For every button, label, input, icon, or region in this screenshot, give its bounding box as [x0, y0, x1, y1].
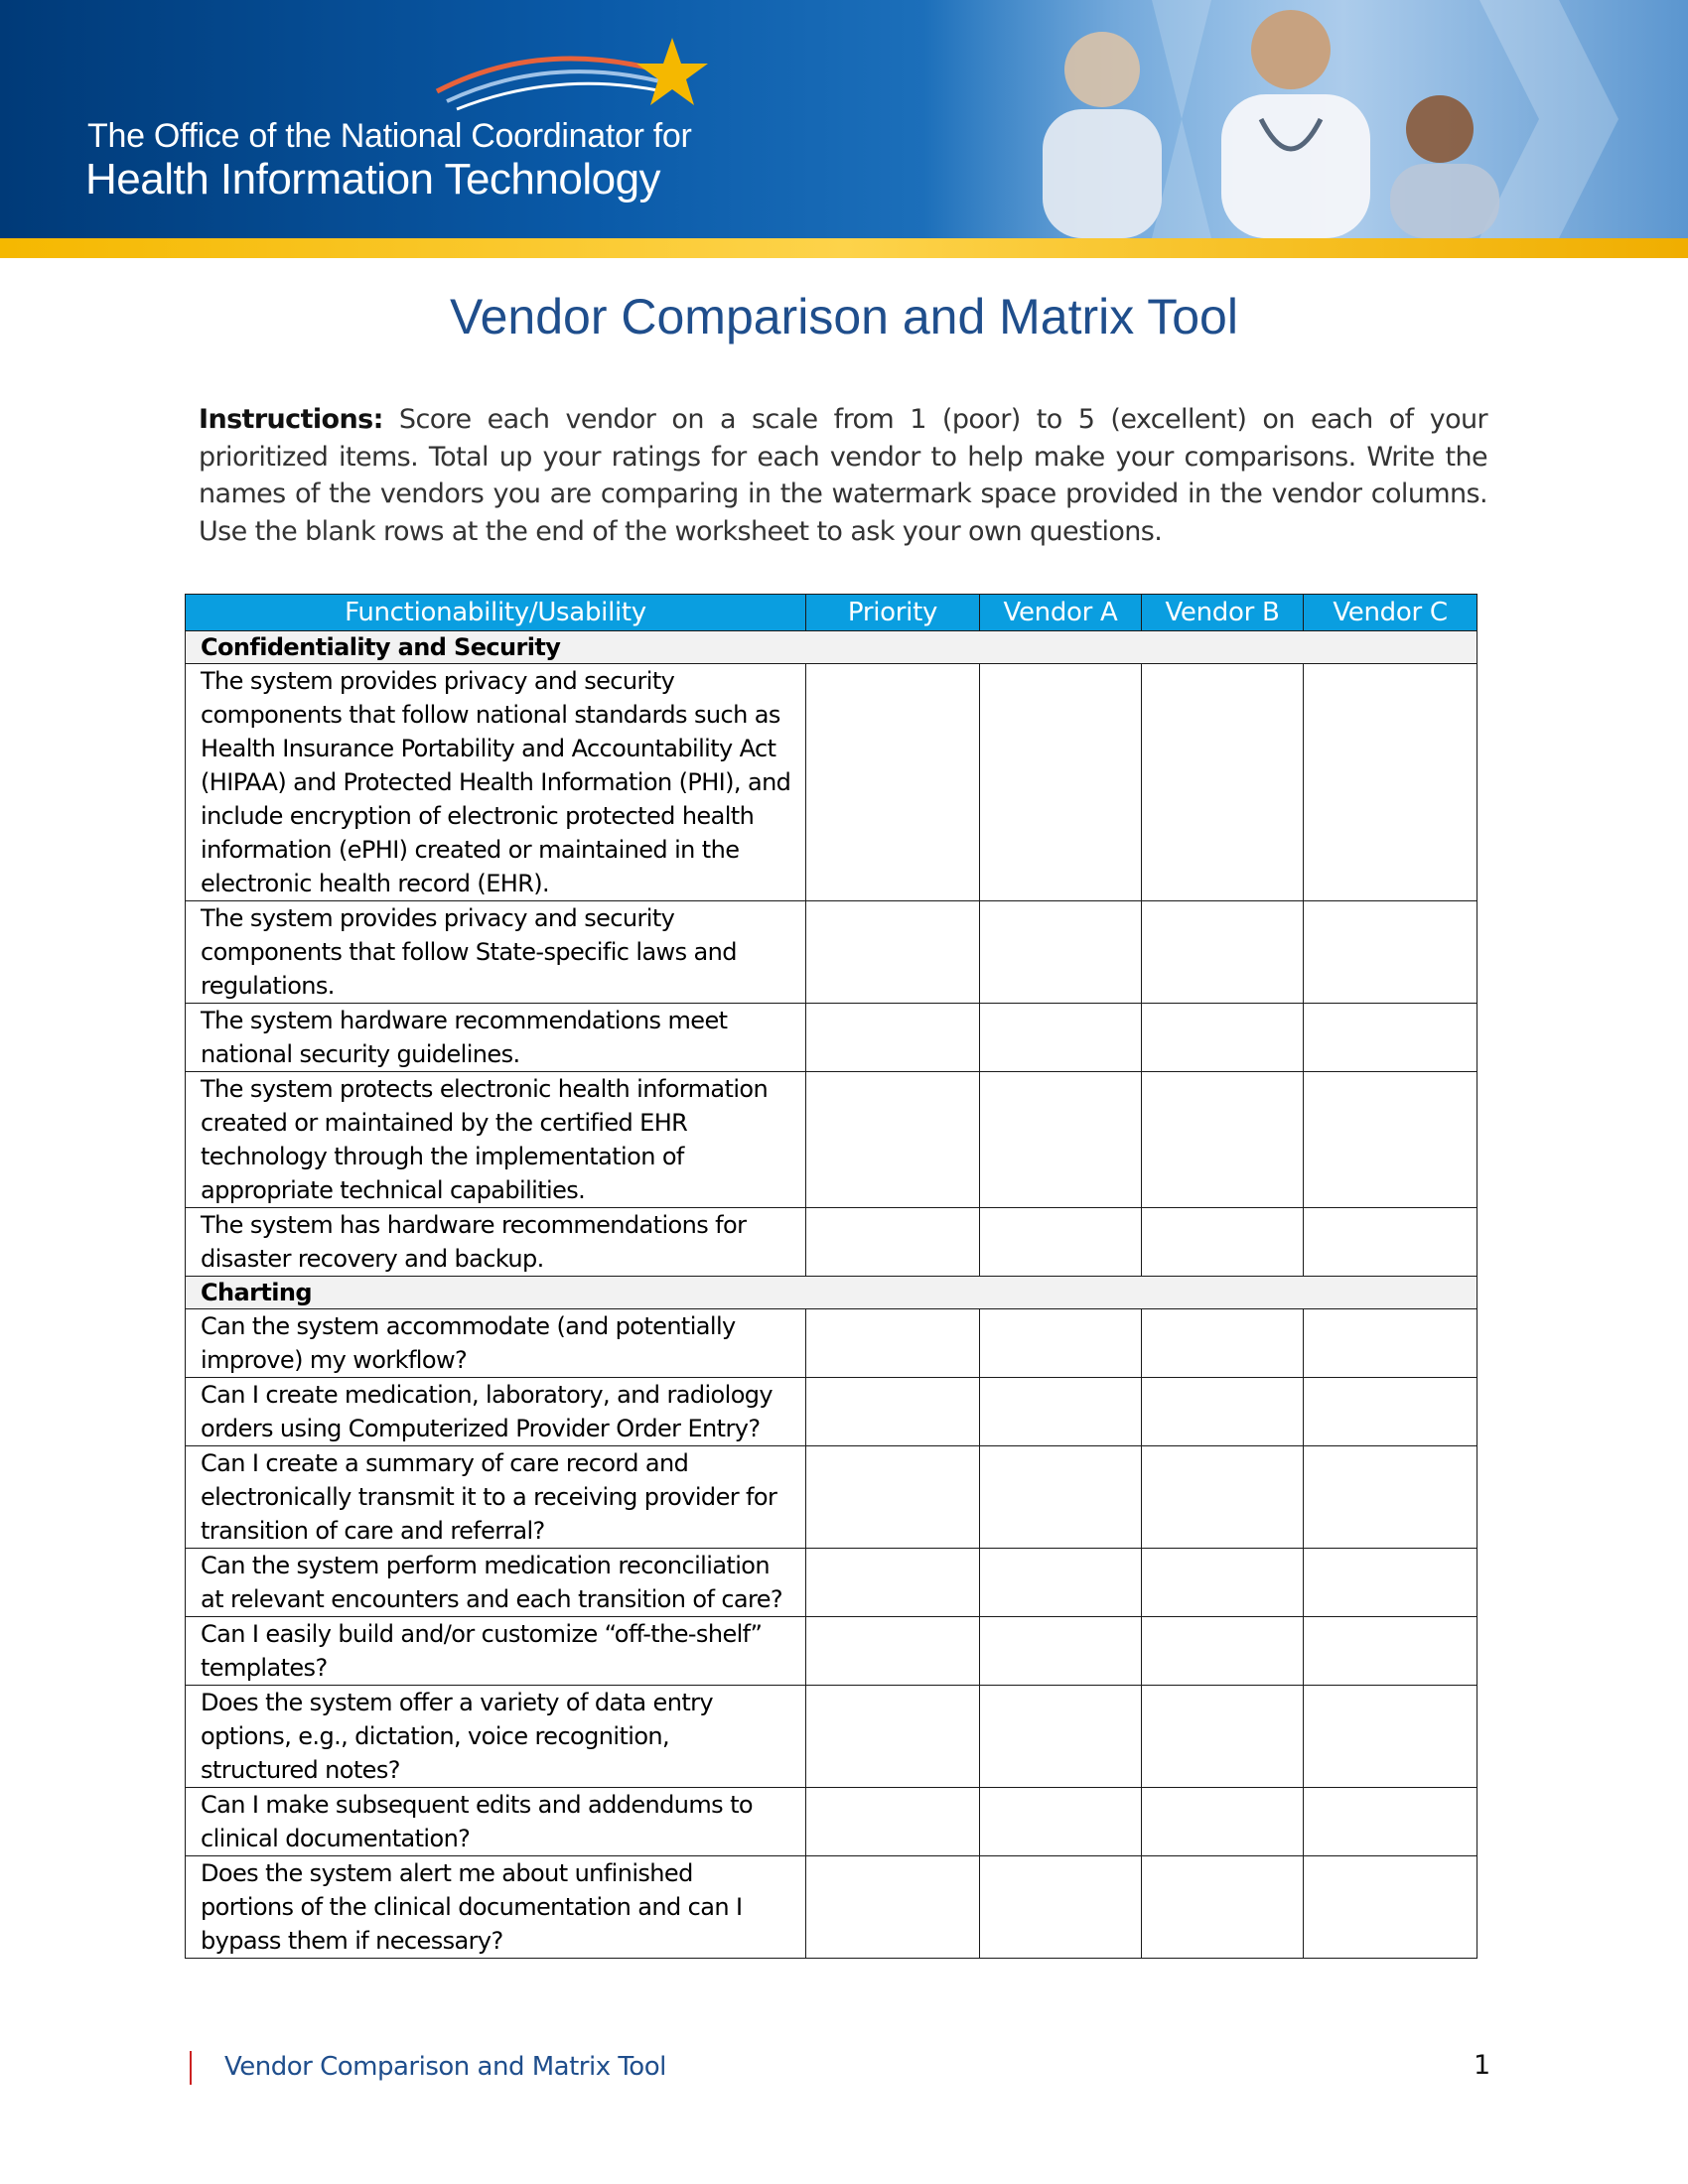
vendor-b-score-cell[interactable]: [1142, 1788, 1304, 1856]
vendor-a-score-cell[interactable]: [980, 1549, 1142, 1617]
table-row: [186, 1549, 1477, 1617]
vendor-matrix-table: [185, 594, 1477, 1959]
header-priority: Priority: [806, 595, 980, 631]
section-title: Charting: [186, 1277, 1477, 1309]
table-row: [186, 1788, 1477, 1856]
table-row: [186, 664, 1477, 901]
priority-score-cell[interactable]: [806, 901, 980, 1004]
priority-score-cell[interactable]: [806, 1378, 980, 1446]
vendor-c-score-cell[interactable]: [1304, 1549, 1477, 1617]
question-cell: The system has hardware recommendations for disaster recovery and backup.: [186, 1208, 806, 1277]
priority-score-cell[interactable]: [806, 1549, 980, 1617]
vendor-a-score-cell[interactable]: [980, 1004, 1142, 1072]
question-cell: Does the system alert me about unfinished portions of the clinical documentation and can I bypass them if necessary?: [186, 1856, 806, 1959]
vendor-b-score-cell[interactable]: [1142, 901, 1304, 1004]
footer-title: Vendor Comparison and Matrix Tool: [224, 2052, 666, 2082]
vendor-c-score-cell[interactable]: [1304, 1686, 1477, 1788]
table-row: [186, 901, 1477, 1004]
question-cell: The system protects electronic health information created or maintained by the certified EHR technology through the implementation of appropriate technical capabilities.: [186, 1072, 806, 1208]
vendor-c-score-cell[interactable]: [1304, 1378, 1477, 1446]
priority-score-cell[interactable]: [806, 1309, 980, 1378]
table-row: [186, 1208, 1477, 1277]
header-vendor-a: Vendor A: [980, 595, 1142, 631]
instructions-text: Score each vendor on a scale from 1 (poor) to 5 (excellent) on each of your prioritized items. Total up your ratings for each vendor to help make your comparisons. Write the names of the vendors you are comparing in the watermark space provided in the vendor columns. Use the blank rows at the end of the worksheet to ask your own questions.: [199, 404, 1487, 547]
table-row: [186, 1072, 1477, 1208]
vendor-a-score-cell[interactable]: [980, 1446, 1142, 1549]
table-row: [186, 1856, 1477, 1959]
vendor-b-score-cell[interactable]: [1142, 1856, 1304, 1959]
header-functionability: Functionability/Usability: [186, 595, 806, 631]
vendor-b-score-cell[interactable]: [1142, 1446, 1304, 1549]
vendor-c-score-cell[interactable]: [1304, 1309, 1477, 1378]
vendor-b-score-cell[interactable]: [1142, 1309, 1304, 1378]
vendor-a-score-cell[interactable]: [980, 1856, 1142, 1959]
priority-score-cell[interactable]: [806, 1788, 980, 1856]
header-vendor-b: Vendor B: [1142, 595, 1304, 631]
priority-score-cell[interactable]: [806, 1446, 980, 1549]
table-row: [186, 1378, 1477, 1446]
vendor-c-score-cell[interactable]: [1304, 1446, 1477, 1549]
section-row-charting: [186, 1277, 1477, 1309]
header-vendor-c: Vendor C: [1304, 595, 1477, 631]
vendor-b-score-cell[interactable]: [1142, 1208, 1304, 1277]
vendor-a-score-cell[interactable]: [980, 1072, 1142, 1208]
question-cell: The system provides privacy and security components that follow State-specific laws and regulations.: [186, 901, 806, 1004]
vendor-a-score-cell[interactable]: [980, 664, 1142, 901]
clinicians-photo: [923, 0, 1688, 238]
table-header-row: [186, 595, 1477, 631]
question-cell: Does the system offer a variety of data entry options, e.g., dictation, voice recognition, structured notes?: [186, 1686, 806, 1788]
vendor-b-score-cell[interactable]: [1142, 1549, 1304, 1617]
vendor-b-score-cell[interactable]: [1142, 1686, 1304, 1788]
vendor-c-score-cell[interactable]: [1304, 1617, 1477, 1686]
table-row: [186, 1004, 1477, 1072]
vendor-a-score-cell[interactable]: [980, 1686, 1142, 1788]
instructions-paragraph: [199, 401, 1487, 550]
priority-score-cell[interactable]: [806, 1856, 980, 1959]
priority-score-cell[interactable]: [806, 1208, 980, 1277]
section-title: Confidentiality and Security: [186, 631, 1477, 664]
vendor-c-score-cell[interactable]: [1304, 1072, 1477, 1208]
vendor-b-score-cell[interactable]: [1142, 1617, 1304, 1686]
vendor-c-score-cell[interactable]: [1304, 901, 1477, 1004]
priority-score-cell[interactable]: [806, 664, 980, 901]
question-cell: Can I make subsequent edits and addendums to clinical documentation?: [186, 1788, 806, 1856]
vendor-b-score-cell[interactable]: [1142, 1072, 1304, 1208]
banner-gold-stripe: [0, 238, 1688, 258]
vendor-a-score-cell[interactable]: [980, 901, 1142, 1004]
question-cell: The system provides privacy and security components that follow national standards such as Health Insurance Portability and Accountability Act (HIPAA) and Protected Health Information (PHI), and include encryption of electronic protected health information (ePHI) created or maintained in the electronic health record (EHR).: [186, 664, 806, 901]
question-cell: Can I easily build and/or customize “off-the-shelf” templates?: [186, 1617, 806, 1686]
vendor-a-score-cell[interactable]: [980, 1788, 1142, 1856]
vendor-c-score-cell[interactable]: [1304, 1788, 1477, 1856]
table-row: [186, 1686, 1477, 1788]
page-title: Vendor Comparison and Matrix Tool: [450, 289, 1238, 344]
footer-accent-bar: [190, 2051, 192, 2085]
vendor-c-score-cell[interactable]: [1304, 664, 1477, 901]
question-cell: Can I create a summary of care record and electronically transmit it to a receiving provider for transition of care and referral?: [186, 1446, 806, 1549]
priority-score-cell[interactable]: [806, 1686, 980, 1788]
vendor-b-score-cell[interactable]: [1142, 664, 1304, 901]
vendor-c-score-cell[interactable]: [1304, 1856, 1477, 1959]
priority-score-cell[interactable]: [806, 1004, 980, 1072]
question-cell: Can the system accommodate (and potentially improve) my workflow?: [186, 1309, 806, 1378]
priority-score-cell[interactable]: [806, 1617, 980, 1686]
vendor-c-score-cell[interactable]: [1304, 1004, 1477, 1072]
table-row: [186, 1446, 1477, 1549]
table-row: [186, 1617, 1477, 1686]
vendor-b-score-cell[interactable]: [1142, 1004, 1304, 1072]
vendor-a-score-cell[interactable]: [980, 1309, 1142, 1378]
vendor-a-score-cell[interactable]: [980, 1208, 1142, 1277]
vendor-b-score-cell[interactable]: [1142, 1378, 1304, 1446]
header-banner: [0, 0, 1688, 238]
question-cell: Can the system perform medication reconciliation at relevant encounters and each transition of care?: [186, 1549, 806, 1617]
org-name-line2: Health Information Technology: [85, 155, 661, 204]
table-row: [186, 1309, 1477, 1378]
vendor-c-score-cell[interactable]: [1304, 1208, 1477, 1277]
section-row-confidentiality: [186, 631, 1477, 664]
vendor-a-score-cell[interactable]: [980, 1378, 1142, 1446]
question-cell: The system hardware recommendations meet national security guidelines.: [186, 1004, 806, 1072]
page-number: 1: [1474, 2050, 1491, 2081]
instructions-label: Instructions:: [199, 404, 383, 435]
org-name-line1: The Office of the National Coordinator for: [87, 117, 692, 155]
vendor-a-score-cell[interactable]: [980, 1617, 1142, 1686]
priority-score-cell[interactable]: [806, 1072, 980, 1208]
question-cell: Can I create medication, laboratory, and radiology orders using Computerized Provider Order Entry?: [186, 1378, 806, 1446]
